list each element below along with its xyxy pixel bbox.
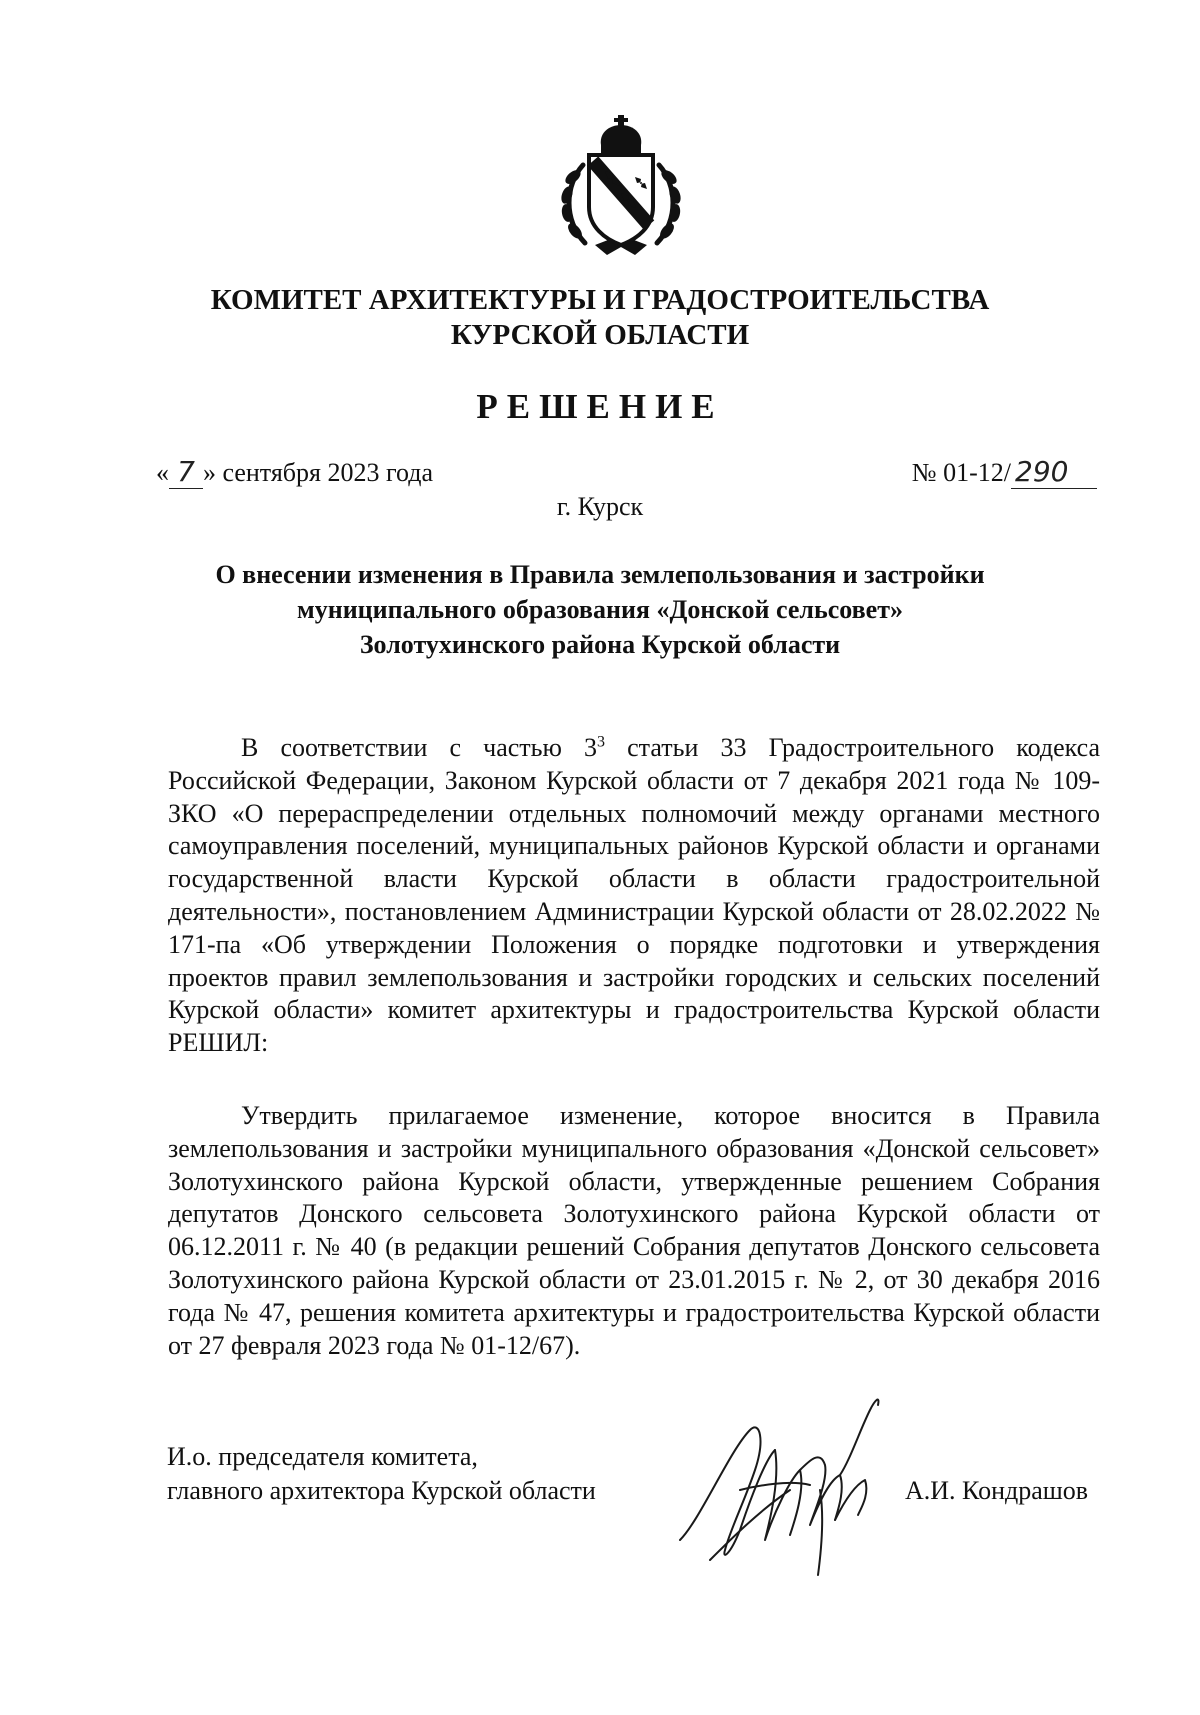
signatory-title-1: И.о. председателя комитета, (167, 1442, 478, 1471)
date-open-quote: « (156, 458, 169, 487)
date-month-year: » сентября 2023 года (203, 458, 434, 487)
date-day-handwritten: 7 (169, 456, 203, 489)
subject-line-1: О внесении изменения в Правила землепользования и застройки (215, 560, 985, 589)
preamble-text-start: В соответствии с частью 3 (241, 733, 598, 762)
coat-of-arms-icon (555, 115, 687, 260)
document-number (912, 456, 1097, 489)
body-paragraph-preamble (168, 732, 1100, 1060)
subject-line-2: муниципального образования «Донской сельсовет» (297, 595, 903, 624)
organization-name: КОМИТЕТ АРХИТЕКТУРЫ И ГРАДОСТРОИТЕЛЬСТВА (210, 284, 990, 316)
preamble-text-rest: статьи 33 Градостроительного кодекса Российской Федерации, Законом Курской области от 7 декабря 2021 года № 109-ЗКО «О перераспределении отдельных полномочий между органами местного самоуправления поселений, муниципальных районов Курской области и органами государственной власти Курской области в области градостроительной деятельности», постановлением Администрации Курской области от 28.02.2022 № 171-па «Об утверждении Положения о порядке подготовки и утверждения проектов правил землепользования и застройки городских и сельских поселений Курской области» комитет архитектуры и градостроительства Курской области РЕШИЛ: (168, 733, 1101, 1058)
organization-region: КУРСКОЙ ОБЛАСТИ (450, 319, 750, 351)
subject-line-3: Золотухинского района Курской области (359, 630, 841, 659)
document-type: РЕШЕНИЕ (476, 387, 724, 426)
preamble-superscript: 3 (597, 733, 606, 751)
number-handwritten: 290 (1011, 456, 1097, 489)
document-city: г. Курск (556, 492, 644, 521)
signatory-name: А.И. Кондрашов (905, 1476, 1089, 1505)
document-date (156, 456, 433, 489)
decision-text: Утвердить прилагаемое изменение, которое вносится в Правила землепользования и застройки муниципального образования «Донской сельсовет» Золотухинского района Курской области, утвержденные решением Собрания депутатов Донского сельсовета Золотухинского района Курской области от 06.12.2011 г. № 40 (в редакции решений Собрания депутатов Донского сельсовета Золотухинского района Курской области от 23.01.2015 г. № 2, от 30 декабря 2016 года № 47, решения комитета архитектуры и градостроительства Курской области от 27 февраля 2023 года № 01-12/67). (168, 1101, 1100, 1360)
signatory-title-2: главного архитектора Курской области (167, 1476, 596, 1505)
body-paragraph-decision (168, 1100, 1100, 1362)
number-prefix: № 01-12/ (911, 458, 1011, 487)
